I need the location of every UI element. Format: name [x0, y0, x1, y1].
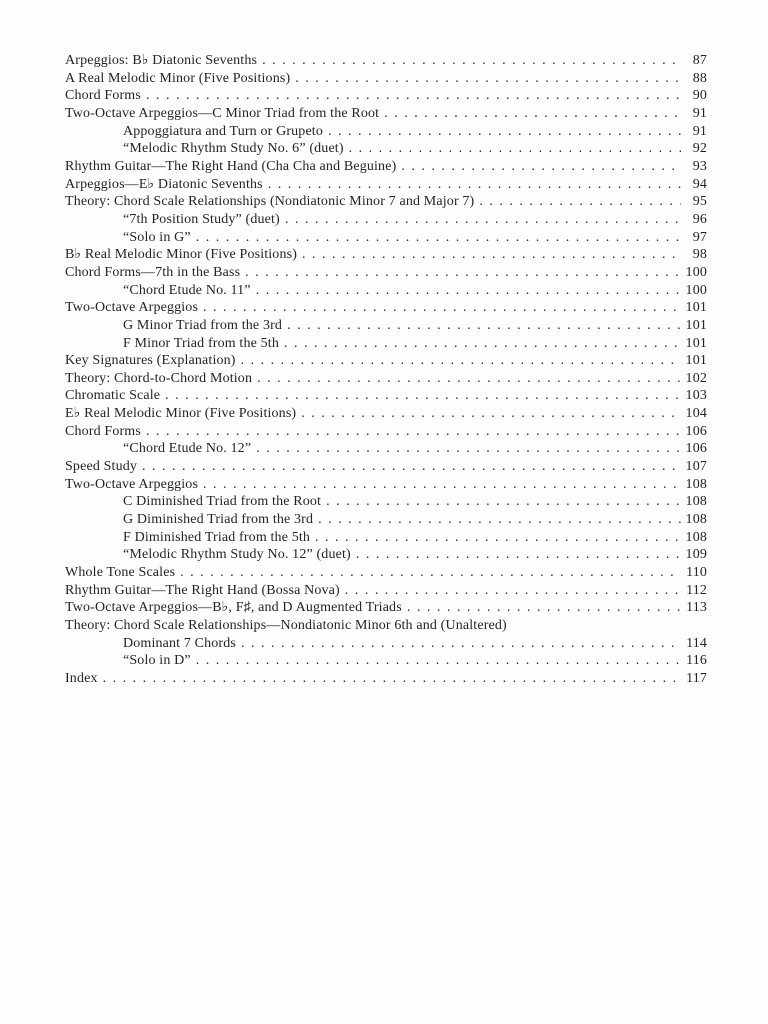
- dot-leader: [321, 493, 681, 511]
- toc-entry-title: E♭ Real Melodic Minor (Five Positions): [65, 406, 297, 422]
- dot-leader: [474, 193, 681, 211]
- toc-entry-title: Two-Octave Arpeggios: [65, 300, 199, 316]
- toc-entry-page: 108: [685, 476, 707, 492]
- toc-entry-title: Arpeggios: B♭ Diatonic Sevenths: [65, 53, 258, 68]
- dot-leader: [251, 282, 681, 300]
- toc-entry-title: Two-Octave Arpeggios—B♭, F♯, and D Augmented Triads: [65, 600, 402, 616]
- toc-entry-title: G Minor Triad from the 3rd: [123, 317, 283, 333]
- toc-entry-title: Theory: Chord-to-Chord Motion: [65, 370, 253, 386]
- toc-entry: [65, 352, 707, 370]
- toc-entry: [65, 423, 707, 441]
- toc-entry: [65, 564, 707, 582]
- toc-entry-title: “Chord Etude No. 12”: [123, 441, 252, 457]
- toc-entry-title: Chromatic Scale: [65, 388, 161, 404]
- toc-entry-title: Chord Forms: [65, 423, 141, 439]
- toc-entry-title: G Diminished Triad from the 3rd: [123, 512, 314, 528]
- toc-entry-title: Theory: Chord Scale Relationships—Nondiatonic Minor 6th and (Unaltered): [65, 618, 507, 633]
- dot-leader: [340, 582, 681, 600]
- toc-entry-page: 114: [686, 635, 707, 651]
- dot-leader: [198, 299, 681, 317]
- toc-entry: [65, 229, 707, 247]
- toc-entry-page: 100: [685, 264, 707, 280]
- toc-entry-title: Rhythm Guitar—The Right Hand (Cha Cha and Beguine): [65, 158, 397, 174]
- toc-entry-title: Two-Octave Arpeggios: [65, 476, 199, 492]
- toc-entry-title: “7th Position Study” (duet): [123, 211, 280, 227]
- toc-entry-page: 103: [685, 388, 707, 404]
- toc-entry: [65, 176, 707, 194]
- toc-entry-title: Theory: Chord Scale Relationships (Nondiatonic Minor 7 and Major 7): [65, 194, 475, 210]
- toc-entry-title: Whole Tone Scales: [65, 565, 176, 581]
- toc-entry: [65, 617, 707, 635]
- toc-entry-page: 108: [685, 529, 707, 545]
- toc-entry-page: 93: [692, 158, 707, 174]
- toc-entry-page: 108: [685, 494, 707, 510]
- dot-leader: [236, 352, 681, 370]
- toc-entry: [65, 476, 707, 494]
- toc-entry-page: 107: [685, 459, 707, 475]
- toc-entry-page: 87: [692, 53, 707, 68]
- dot-leader: [344, 140, 681, 158]
- toc-entry: [65, 317, 707, 335]
- dot-leader: [160, 387, 681, 405]
- toc-entry: [65, 282, 707, 300]
- toc-entry-title: C Diminished Triad from the Root: [123, 494, 322, 510]
- toc-entry-title: Speed Study: [65, 459, 138, 475]
- toc-entry: [65, 193, 707, 211]
- dot-leader: [282, 317, 681, 335]
- dot-leader: [402, 599, 681, 617]
- toc-entry-page: 113: [686, 600, 707, 616]
- toc-entry: [65, 70, 707, 88]
- dot-leader: [396, 158, 681, 176]
- toc-entry: [65, 529, 707, 547]
- dot-leader: [257, 52, 681, 70]
- toc-entry-page: 104: [685, 406, 707, 422]
- toc-entry-title: B♭ Real Melodic Minor (Five Positions): [65, 247, 298, 263]
- toc-entry: [65, 370, 707, 388]
- toc-entry-page: 91: [692, 123, 707, 139]
- toc-entry: [65, 123, 707, 141]
- toc-entry: [65, 140, 707, 158]
- dot-leader: [297, 246, 681, 264]
- toc-entry-page: 109: [685, 547, 707, 563]
- toc-entry: [65, 87, 707, 105]
- dot-leader: [175, 564, 681, 582]
- toc-entry-page: 108: [685, 512, 707, 528]
- dot-leader: [191, 229, 681, 247]
- toc-entry: [65, 158, 707, 176]
- toc-entry-page: 101: [685, 300, 707, 316]
- toc-entry: [65, 635, 707, 653]
- toc-entry-title: Index: [65, 670, 98, 686]
- toc-entry-title: Dominant 7 Chords: [123, 635, 236, 651]
- toc-entry-title: “Melodic Rhythm Study No. 6” (duet): [123, 141, 344, 157]
- dot-leader: [379, 105, 681, 123]
- toc-entry: [65, 246, 707, 264]
- dot-leader: [313, 511, 681, 529]
- toc-entry: [65, 264, 707, 282]
- toc-entry-page: 110: [686, 565, 707, 581]
- toc-entry-title: Key Signatures (Explanation): [65, 353, 236, 369]
- toc-entry-title: F Diminished Triad from the 5th: [123, 529, 311, 545]
- toc-entry-page: 100: [685, 282, 707, 298]
- toc-entry: [65, 670, 707, 688]
- dot-leader: [141, 423, 681, 441]
- dot-leader: [252, 370, 681, 388]
- dot-leader: [351, 546, 681, 564]
- toc-entry-page: 112: [686, 582, 707, 598]
- toc-entry: [65, 511, 707, 529]
- toc-entry-title: Rhythm Guitar—The Right Hand (Bossa Nova): [65, 582, 340, 598]
- toc-entry-title: “Melodic Rhythm Study No. 12” (duet): [123, 547, 351, 563]
- toc-entry-title: F Minor Triad from the 5th: [123, 335, 279, 351]
- toc-entry-page: 106: [685, 423, 707, 439]
- toc-entry: [65, 387, 707, 405]
- toc-entry: [65, 52, 707, 70]
- toc-entry-page: 116: [686, 653, 707, 669]
- toc-entry-title: Arpeggios—E♭ Diatonic Sevenths: [65, 176, 263, 192]
- toc-entry-title: “Chord Etude No. 11”: [123, 282, 251, 298]
- toc-entry-title: Chord Forms—7th in the Bass: [65, 264, 241, 280]
- dot-leader: [263, 176, 681, 194]
- dot-leader: [280, 211, 681, 229]
- dot-leader: [236, 635, 681, 653]
- toc-entry-page: 101: [685, 353, 707, 369]
- toc-entry: [65, 211, 707, 229]
- toc-entry-page: 102: [685, 370, 707, 386]
- toc-entry-title: A Real Melodic Minor (Five Positions): [65, 70, 291, 86]
- toc-entry-title: “Solo in G”: [123, 229, 191, 245]
- toc-entry: [65, 599, 707, 617]
- toc-entry-page: 90: [692, 88, 707, 104]
- dot-leader: [310, 529, 681, 547]
- toc-entry: [65, 440, 707, 458]
- toc-entry-page: 101: [685, 335, 707, 351]
- toc-entry: [65, 335, 707, 353]
- toc-entry: [65, 299, 707, 317]
- dot-leader: [198, 476, 681, 494]
- toc-entry: [65, 105, 707, 123]
- toc-entry-page: 106: [685, 441, 707, 457]
- toc-entry-page: 92: [692, 141, 707, 157]
- toc-entry-page: 117: [686, 670, 707, 686]
- toc-entry-page: 96: [692, 211, 707, 227]
- dot-leader: [290, 70, 681, 88]
- dot-leader: [296, 405, 681, 423]
- toc-entry: [65, 652, 707, 670]
- toc-list: [65, 52, 707, 688]
- dot-leader: [240, 264, 681, 282]
- toc-entry-page: 88: [692, 70, 707, 86]
- toc-entry-page: 94: [692, 176, 707, 192]
- dot-leader: [251, 440, 681, 458]
- toc-entry-page: 97: [692, 229, 707, 245]
- toc-entry-title: Chord Forms: [65, 88, 141, 104]
- dot-leader: [191, 652, 681, 670]
- toc-entry: [65, 458, 707, 476]
- dot-leader: [323, 123, 681, 141]
- dot-leader: [279, 335, 681, 353]
- toc-entry: [65, 493, 707, 511]
- dot-leader: [141, 87, 681, 105]
- dot-leader: [98, 670, 681, 688]
- toc-entry-title: Two-Octave Arpeggios—C Minor Triad from the Root: [65, 105, 380, 121]
- toc-entry: [65, 405, 707, 423]
- toc-entry-page: 101: [685, 317, 707, 333]
- toc-entry-page: 91: [692, 105, 707, 121]
- dot-leader: [137, 458, 681, 476]
- toc-entry-page: 98: [692, 247, 707, 263]
- toc-entry: [65, 582, 707, 600]
- toc-entry-page: 95: [692, 194, 707, 210]
- toc-entry-title: Appoggiatura and Turn or Grupeto: [123, 123, 323, 139]
- toc-entry-title: “Solo in D”: [123, 653, 191, 669]
- toc-entry: [65, 546, 707, 564]
